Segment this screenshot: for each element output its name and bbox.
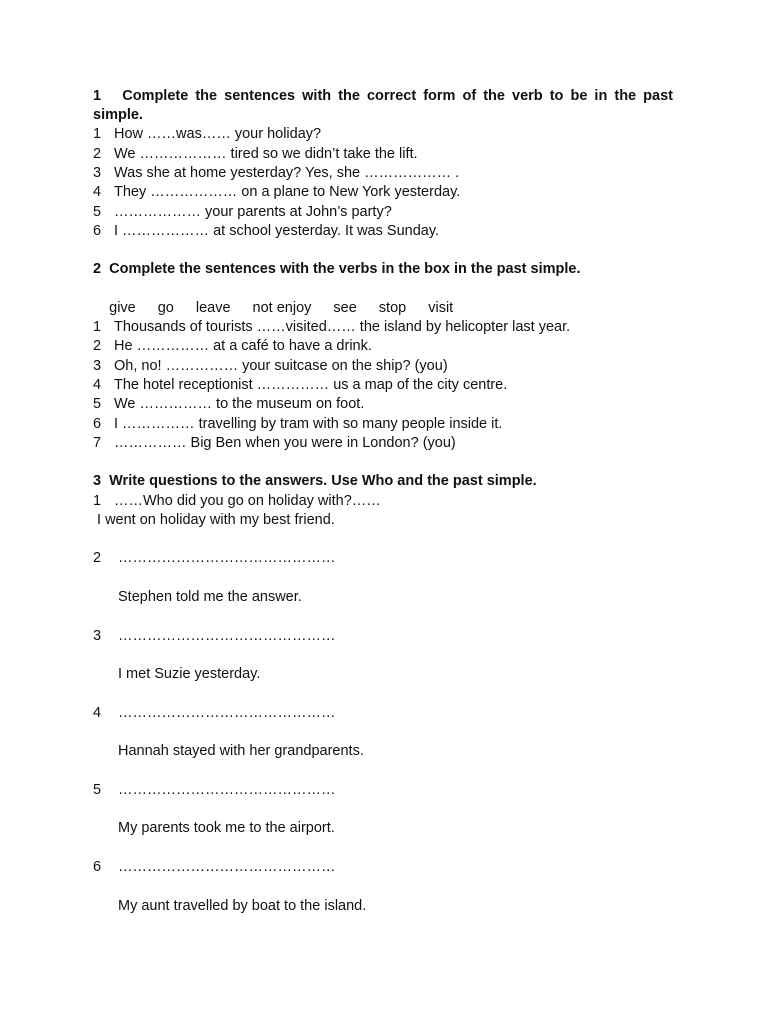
item-number: 6	[93, 223, 102, 239]
item-number: 1	[93, 126, 102, 142]
item-number: 4	[93, 377, 102, 393]
blank-line: ………………………………………	[118, 782, 336, 798]
ex3-example-question	[93, 492, 381, 511]
item-number: 6	[93, 416, 102, 432]
item-text: Thousands of tourists ……visited…… the island by helicopter last year.	[114, 319, 571, 335]
ex1-title-line1: 1 Complete the sentences with the correct form of the verb to be in the past	[93, 88, 673, 104]
item-number: 2	[93, 146, 102, 162]
ex3-answer: Stephen told me the answer.	[118, 589, 302, 605]
ex2-item	[93, 318, 570, 337]
item-number: 5	[93, 204, 102, 220]
ex2-title: 2 Complete the sentences with the verbs in the box in the past simple.	[93, 261, 581, 277]
verb-word: go	[157, 300, 174, 316]
ex3-answer: My parents took me to the airport.	[118, 820, 335, 836]
item-number: 7	[93, 435, 102, 451]
ex2-item	[93, 357, 448, 376]
item-number: 3	[93, 165, 102, 181]
example-question-text: ……Who did you go on holiday with?……	[114, 493, 381, 509]
ex1-item	[93, 183, 460, 202]
ex2-item	[93, 395, 364, 414]
verb-word: leave	[195, 300, 231, 316]
item-text: The hotel receptionist …………… us a map of the city centre.	[114, 377, 508, 393]
ex3-answer: I met Suzie yesterday.	[118, 666, 261, 682]
verb-word: give	[109, 300, 136, 316]
item-text: …………… Big Ben when you were in London? (you)	[114, 435, 456, 451]
blank-line: ………………………………………	[118, 550, 336, 566]
item-text: He …………… at a café to have a drink.	[114, 338, 372, 354]
blank-line: ………………………………………	[118, 859, 336, 875]
item-text: I …………… travelling by tram with so many people inside it.	[114, 416, 503, 432]
item-number: 5	[93, 396, 102, 412]
ex1-item	[93, 222, 439, 241]
ex3-title: 3 Write questions to the answers. Use Who and the past simple.	[93, 473, 537, 489]
ex2-item	[93, 434, 456, 453]
item-number: 4	[93, 705, 102, 721]
ex3-answer: Hannah stayed with her grandparents.	[118, 743, 364, 759]
ex3-question-blank	[93, 858, 336, 877]
item-text: Was she at home yesterday? Yes, she ……………… .	[114, 165, 460, 181]
ex1-item	[93, 164, 459, 183]
item-text: ……………… your parents at John’s party?	[114, 204, 392, 220]
blank-line: ………………………………………	[118, 705, 336, 721]
ex3-question-blank	[93, 549, 336, 568]
ex1-item	[93, 203, 392, 222]
item-text: I ……………… at school yesterday. It was Sunday.	[114, 223, 440, 239]
ex3-answer: My aunt travelled by boat to the island.	[118, 898, 367, 914]
item-number: 1	[93, 319, 102, 335]
ex1-item	[93, 125, 321, 144]
item-number: 6	[93, 859, 102, 875]
item-number: 5	[93, 782, 102, 798]
ex3-question-blank	[93, 627, 336, 646]
verb-word: see	[333, 300, 357, 316]
item-text: Oh, no! …………… your suitcase on the ship? (you)	[114, 358, 448, 374]
item-number: 2	[93, 338, 102, 354]
ex3-example-answer: I went on holiday with my best friend.	[93, 512, 335, 528]
verb-word: not enjoy	[252, 300, 312, 316]
verb-word: visit	[428, 300, 454, 316]
item-number: 1	[93, 493, 102, 509]
ex3-question-blank	[93, 704, 336, 723]
item-number: 4	[93, 184, 102, 200]
item-text: How ……was…… your holiday?	[114, 126, 322, 142]
item-number: 3	[93, 628, 102, 644]
ex1-title-line2: simple.	[93, 107, 143, 123]
ex1-item	[93, 145, 418, 164]
blank-line: ………………………………………	[118, 628, 336, 644]
ex3-question-blank	[93, 781, 336, 800]
item-number: 3	[93, 358, 102, 374]
item-number: 2	[93, 550, 102, 566]
ex2-item	[93, 376, 507, 395]
ex2-item	[93, 415, 502, 434]
item-text: We …………… to the museum on foot.	[114, 396, 365, 412]
item-text: We ……………… tired so we didn’t take the lift.	[114, 146, 418, 162]
verb-word: stop	[378, 300, 407, 316]
item-text: They ……………… on a plane to New York yesterday.	[114, 184, 461, 200]
ex2-item	[93, 337, 372, 356]
